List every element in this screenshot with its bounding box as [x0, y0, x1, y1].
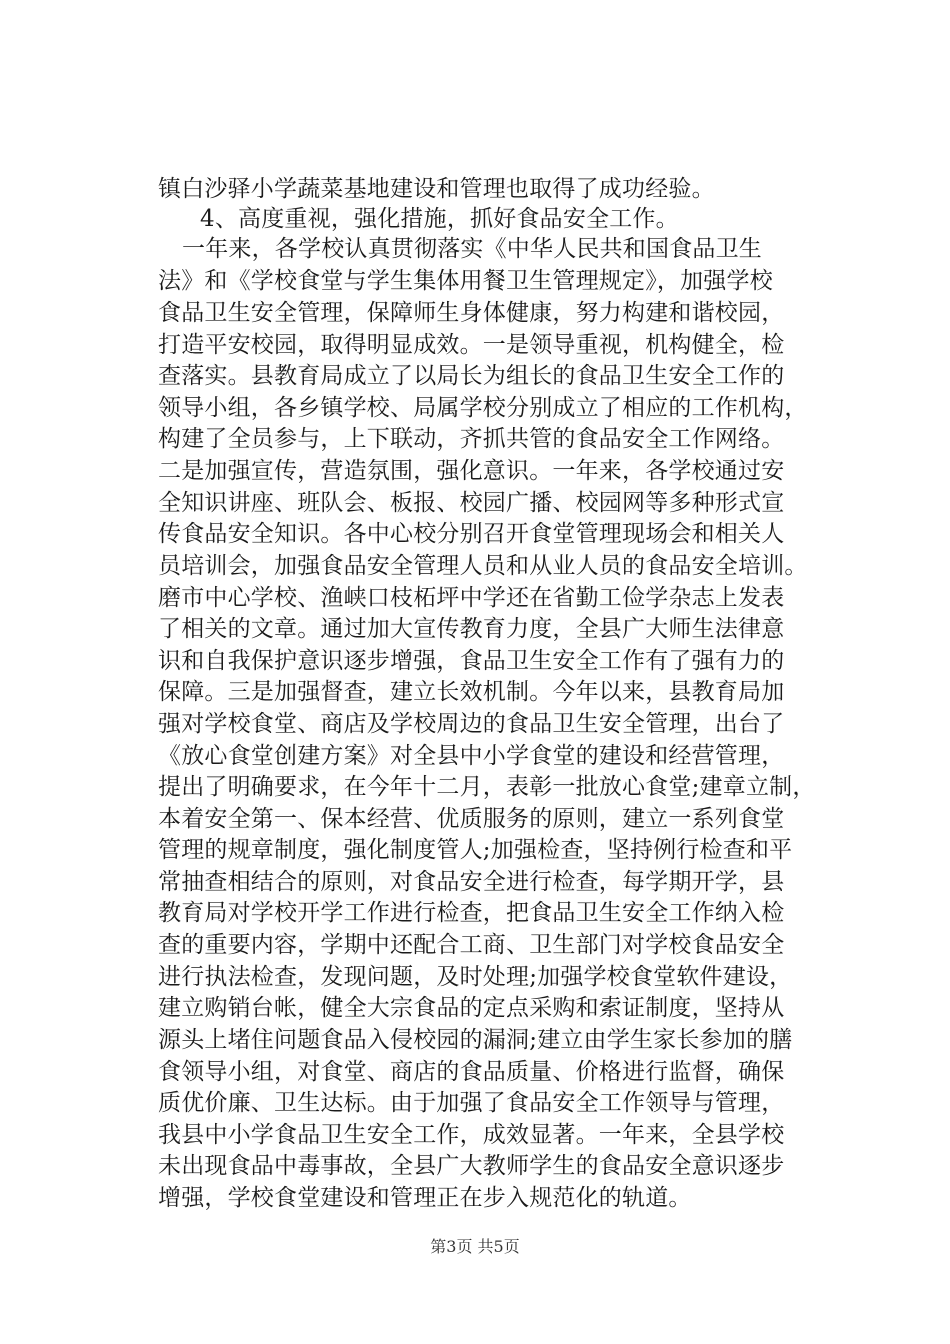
text-line: 查落实。县教育局成立了以局长为组长的食品卫生安全工作的: [158, 363, 785, 389]
text-line: 食品卫生安全管理，保障师生身体健康，努力构建和谐校园，: [158, 300, 785, 326]
text-line: 员培训会，加强食品安全管理人员和从业人员的食品安全培训。: [158, 553, 808, 579]
text-line: 保障。三是加强督查，建立长效机制。今年以来，县教育局加: [158, 679, 785, 705]
text-line: 查的重要内容，学期中还配合工商、卫生部门对学校食品安全: [158, 932, 785, 958]
text-line: 二是加强宣传，营造氛围，强化意识。一年来，各学校通过安: [158, 458, 785, 484]
text-line: 未出现食品中毒事故，全县广大教师学生的食品安全意识逐步: [158, 1153, 785, 1179]
text-line: 进行执法检查，发现问题，及时处理;加强学校食堂软件建设，: [158, 964, 793, 990]
text-line: 常抽查相结合的原则，对食品安全进行检查，每学期开学，县: [158, 869, 785, 895]
section-heading: 4、高度重视，强化措施，抓好食品安全工作。: [200, 206, 679, 232]
text-line: 领导小组，各乡镇学校、局属学校分别成立了相应的工作机构，: [158, 395, 808, 421]
page-number-footer: 第3页 共5页: [430, 1237, 520, 1256]
text-line: 管理的规章制度，强化制度管人;加强检查，坚持例行检查和平: [158, 837, 793, 863]
text-line: 法》和《学校食堂与学生集体用餐卫生管理规定》，加强学校: [158, 268, 773, 294]
text-line: 源头上堵住问题食品入侵校园的漏洞;建立由学生家长参加的膳: [158, 1027, 793, 1053]
text-line: 构建了全员参与，上下联动，齐抓共管的食品安全工作网络。: [158, 426, 785, 452]
text-line: 一年来，各学校认真贯彻落实《中华人民共和国食品卫生: [182, 236, 762, 262]
text-line: 提出了明确要求，在今年十二月，表彰一批放心食堂;建章立制，: [158, 774, 816, 800]
text-line: 我县中小学食品卫生安全工作，成效显著。一年来，全县学校: [158, 1122, 785, 1148]
text-line: 质优价廉、卫生达标。由于加强了食品安全工作领导与管理，: [158, 1090, 785, 1116]
text-line: 磨市中心学校、渔峡口枝柘坪中学还在省勤工俭学杂志上发表: [158, 585, 785, 611]
text-line: 全知识讲座、班队会、板报、校园广播、校园网等多种形式宣: [158, 490, 785, 516]
text-line: 传食品安全知识。各中心校分别召开食堂管理现场会和相关人: [158, 521, 785, 547]
text-line: 建立购销台帐，健全大宗食品的定点采购和索证制度，坚持从: [158, 995, 785, 1021]
text-line: 镇白沙驿小学蔬菜基地建设和管理也取得了成功经验。: [158, 176, 715, 202]
text-line: 增强，学校食堂建设和管理正在步入规范化的轨道。: [158, 1185, 692, 1211]
text-line: 教育局对学校开学工作进行检查，把食品卫生安全工作纳入检: [158, 900, 785, 926]
text-line: 识和自我保护意识逐步增强，食品卫生安全工作有了强有力的: [158, 648, 785, 674]
text-line: 《放心食堂创建方案》对全县中小学食堂的建设和经营管理，: [158, 743, 785, 769]
text-line: 食领导小组，对食堂、商店的食品质量、价格进行监督，确保: [158, 1059, 785, 1085]
text-line: 了相关的文章。通过加大宣传教育力度，全县广大师生法律意: [158, 616, 785, 642]
text-line: 强对学校食堂、商店及学校周边的食品卫生安全管理，出台了: [158, 711, 785, 737]
text-line: 打造平安校园，取得明显成效。一是领导重视，机构健全，检: [158, 332, 785, 358]
text-line: 本着安全第一、保本经营、优质服务的原则，建立一系列食堂: [158, 806, 785, 832]
